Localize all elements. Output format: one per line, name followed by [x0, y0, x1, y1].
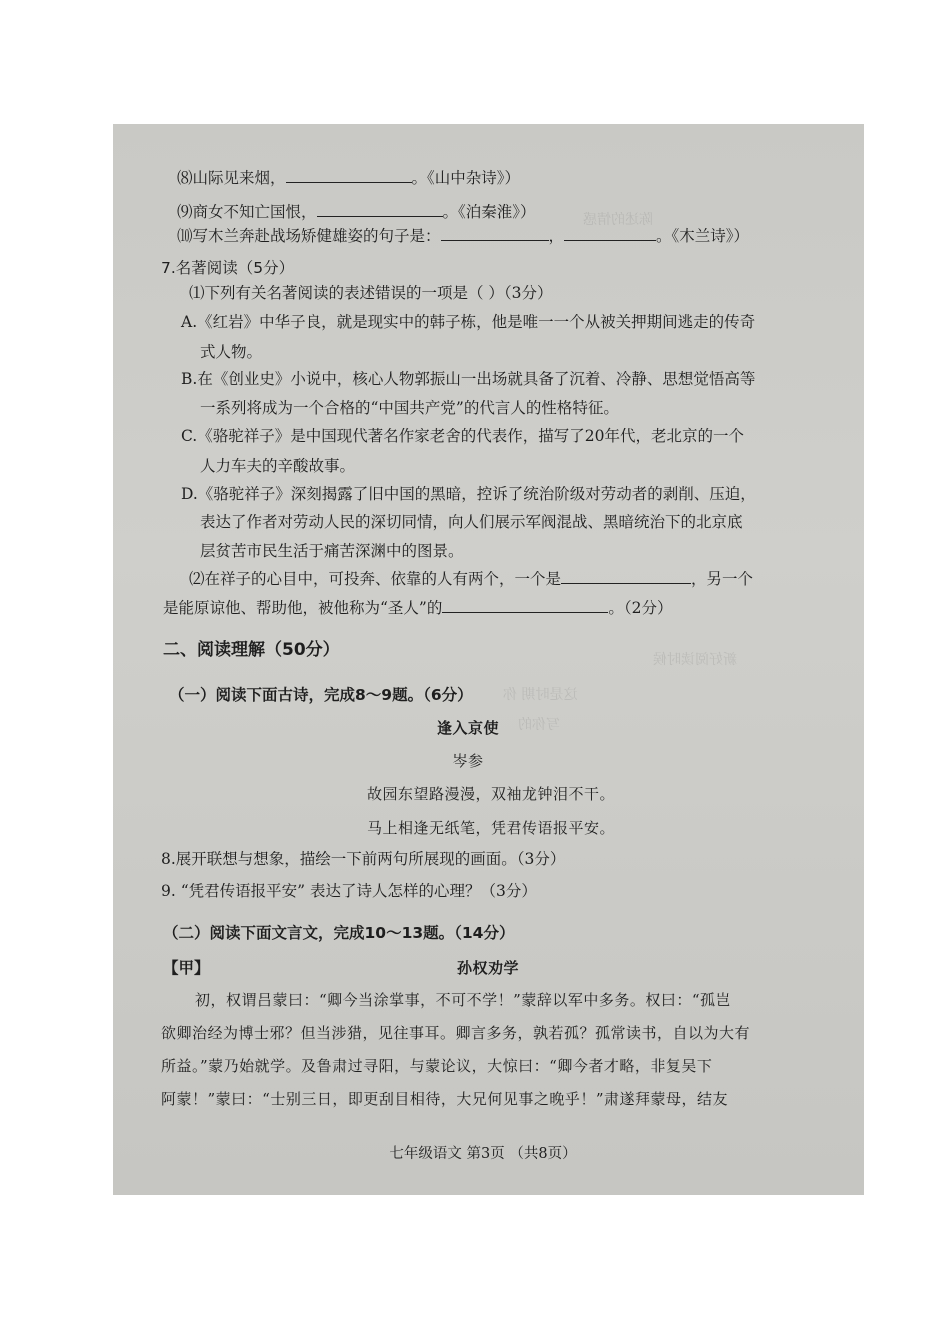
classical-text-title: 孙权劝学 [456, 959, 519, 977]
question-9: 9. “凭君传语报平安” 表达了诗人怎样的心理？（3分） [161, 882, 537, 900]
q7-option-c-line2: 人力车夫的辛酸故事。 [200, 457, 356, 475]
fill-in-q9: ⑼商女不知亡国恨， 。《泊秦淮》） [177, 203, 536, 221]
q7-sub1: ⑴下列有关名著阅读的表述错误的一项是（ ）（3分） [189, 284, 553, 302]
bleed-through-text: 新好阅读时候 [653, 652, 737, 668]
q7-option-b-line2: 一系列将成为一个合格的“中国共产党”的代言人的性格特征。 [200, 399, 619, 417]
exam-page-photo [113, 124, 864, 1195]
bleed-through-text: 陈述的情感 [583, 212, 653, 228]
bleed-through-text: 写你的 [518, 717, 560, 733]
classical-text-line-3: 所益。”蒙乃始就学。及鲁肃过寻阳，与蒙论议，大惊曰：“卿今者才略，非复吴下 [161, 1057, 713, 1075]
section-heading-reading: 二、阅读理解（50分） [163, 640, 340, 660]
page-footer: 七年级语文 第3页 （共8页） [389, 1146, 577, 1162]
q7-option-d-line2: 表达了作者对劳动人民的深切同情，向人们展示军阀混战、黑暗统治下的北京底 [200, 513, 743, 531]
poem-author: 岑参 [452, 752, 484, 770]
poem-line-1: 故园东望路漫漫，双袖龙钟泪不干。 [367, 785, 616, 803]
q7-option-a-line1: A.《红岩》中华子良，就是现实中的韩子栋，他是唯一一个从被关押期间逃走的传奇 [181, 313, 756, 331]
q7-option-d-line3: 层贫苦市民生活于痛苦深渊中的图景。 [200, 542, 464, 560]
poem-title: 逢入京使 [436, 719, 499, 737]
part1-heading: （一）阅读下面古诗，完成8～9题。（6分） [169, 686, 473, 704]
q7-option-d-line1: D.《骆驼祥子》深刻揭露了旧中国的黑暗，控诉了统治阶级对劳动者的剥削、压迫， [181, 485, 756, 503]
classical-text-line-1: 初，权谓吕蒙曰：“卿今当涂掌事，不可不学！”蒙辞以军中多务。权曰：“孤岂 [195, 991, 732, 1009]
fill-in-q10: ⑽写木兰奔赴战场矫健雄姿的句子是： ， 。《木兰诗》） [177, 227, 750, 245]
fill-in-q8: ⑻山际见来烟， 。《山中杂诗》） [177, 169, 521, 187]
jia-label: 【甲】 [163, 959, 210, 977]
poem-line-2: 马上相逢无纸笔，凭君传语报平安。 [367, 819, 616, 837]
q7-sub2-line1: ⑵在祥子的心目中，可投奔、依靠的人有两个，一个是 ，另一个 [189, 570, 754, 588]
bleed-through-text: 这是时期 你 [503, 687, 578, 703]
classical-text-line-4: 阿蒙！”蒙曰：“士别三日，即更刮目相待，大兄何见事之晚乎！”肃遂拜蒙母，结友 [161, 1090, 729, 1108]
q7-sub2-line2: 是能原谅他、帮助他，被他称为“圣人”的 。（2分） [163, 599, 673, 617]
q7-option-b-line1: B.在《创业史》小说中，核心人物郭振山一出场就具备了沉着、冷静、思想觉悟高等 [181, 370, 756, 388]
q7-title: 7.名著阅读（5分） [161, 259, 295, 277]
part2-heading: （二）阅读下面文言文，完成10～13题。（14分） [163, 924, 515, 942]
question-8: 8.展开联想与想象，描绘一下前两句所展现的画面。（3分） [161, 850, 566, 868]
q7-option-a-line2: 式人物。 [200, 343, 263, 361]
q7-option-c-line1: C.《骆驼祥子》是中国现代著名作家老舍的代表作，描写了20年代，老北京的一个 [181, 427, 744, 445]
classical-text-line-2: 欲卿治经为博士邪？但当涉猎，见往事耳。卿言多务，孰若孤？孤常读书，自以为大有 [161, 1024, 751, 1042]
